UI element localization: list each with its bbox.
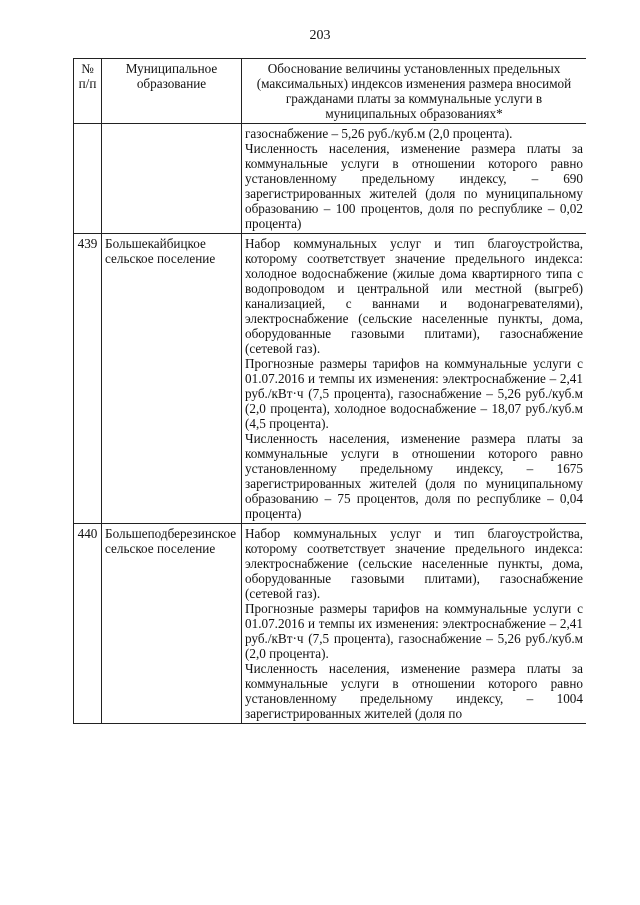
- page-number: 203: [309, 28, 331, 43]
- row-number: [74, 124, 102, 234]
- row-municipality: Большекайбицкое сельское поселение: [102, 234, 242, 524]
- header-justification: Обоснование величины установленных предельных (максимальных) индексов изменения размера вносимой гражданами платы за коммунальные услуги в муниципальных образованиях*: [242, 59, 587, 124]
- table-row: [74, 524, 587, 724]
- row-number: 439: [74, 234, 102, 524]
- row-justification: [242, 234, 587, 524]
- row-municipality: [102, 124, 242, 234]
- paragraph: Прогнозные размеры тарифов на коммунальные услуги с 01.07.2016 и темпы их изменения: электроснабжение – 2,41 руб./кВт·ч (7,5 процента), газоснабжение – 5,26 руб./куб.м (2,0 процента), холодное водоснабжение – 18,07 руб./куб.м (4,5 процента).: [245, 356, 583, 431]
- paragraph: Численность населения, изменение размера платы за коммунальные услуги в отношении которого равно установленному предельному индексу, – 1004 зарегистрированных жителей (доля по: [245, 661, 583, 721]
- paragraph: Прогнозные размеры тарифов на коммунальные услуги с 01.07.2016 и темпы их изменения: электроснабжение – 2,41 руб./кВт·ч (7,5 процента), газоснабжение – 5,26 руб./куб.м (2,0 процента).: [245, 601, 583, 661]
- paragraph: газоснабжение – 5,26 руб./куб.м (2,0 процента).: [245, 126, 513, 141]
- paragraph: Численность населения, изменение размера платы за коммунальные услуги в отношении которого равно установленному предельному индексу, – 690 зарегистрированных жителей (доля по муниципальному образованию – 100 процентов, доля по республике – 0,02 процента): [245, 141, 583, 231]
- row-justification: [242, 124, 587, 234]
- row-number: 440: [74, 524, 102, 724]
- table-row: [74, 124, 587, 234]
- header-num: № п/п: [74, 59, 102, 124]
- table-header-row: [74, 59, 587, 124]
- header-municipality: Муниципальное образование: [102, 59, 242, 124]
- tariff-table: [73, 58, 586, 724]
- row-justification: [242, 524, 587, 724]
- table-row: [74, 234, 587, 524]
- paragraph: Набор коммунальных услуг и тип благоустройства, которому соответствует значение предельного индекса: электроснабжение (сельские населенные пункты, дома, оборудованные газовыми плитами), газоснабжение (сетевой газ).: [245, 526, 583, 601]
- paragraph: Набор коммунальных услуг и тип благоустройства, которому соответствует значение предельного индекса: холодное водоснабжение (жилые дома квартирного типа с водопроводом и центральной или местной (выгреб) канализацией, с ваннами и водонагревателями), электроснабжение (сельские населенные пункты, дома, оборудованные газовыми плитами), газоснабжение (сетевой газ).: [245, 236, 583, 356]
- paragraph: Численность населения, изменение размера платы за коммунальные услуги в отношении которого равно установленному предельному индексу, – 1675 зарегистрированных жителей (доля по муниципальному образованию – 75 процентов, доля по республике – 0,04 процента): [245, 431, 583, 521]
- row-municipality: Большеподберезинское сельское поселение: [102, 524, 242, 724]
- table-container: [73, 58, 586, 848]
